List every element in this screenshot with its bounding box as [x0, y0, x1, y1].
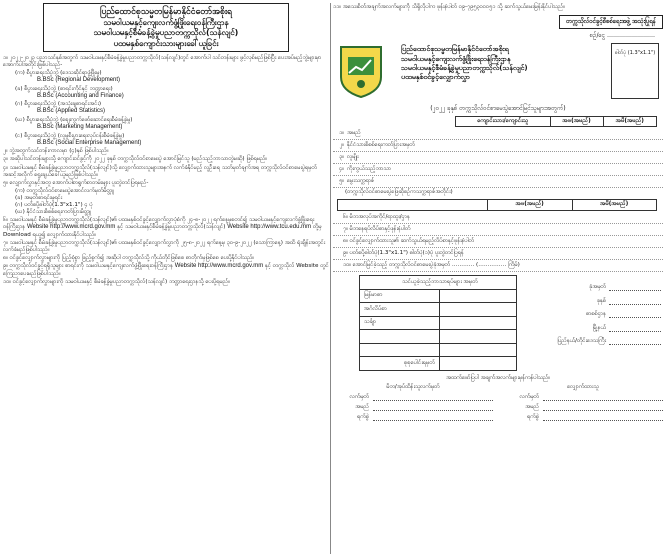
degree-en: B.BSc (Marketing Management) [37, 123, 123, 130]
admission-notice [3, 3, 329, 554]
website-link-mcrd-2[interactable]: Website http://www.mcrd.gov.mm [174, 263, 264, 270]
form-field-row[interactable] [333, 152, 663, 164]
exam-detail-input[interactable] [609, 284, 661, 291]
notice-header-line1: ပြည်ထောင်စုသမ္မတမြန်မာနိုင်ငံတော်အစိုးရ [100, 7, 232, 17]
signature-row[interactable] [333, 413, 493, 423]
signature-section [333, 384, 663, 423]
university-logo-icon [337, 43, 385, 99]
subject-score-input[interactable] [440, 343, 517, 357]
exam-detail-row[interactable] [523, 281, 661, 295]
field-number: ၅။ [339, 177, 344, 184]
attachment-list [3, 188, 329, 216]
name-table-header: ကျောင်းသား/ကျောင်းသူ [456, 116, 551, 126]
form-title-line1: ပြည်ထောင်စုသမ္မတမြန်မာနိုင်ငံတော်အစိုးရ [401, 45, 509, 54]
exam-detail-label: မြို့နယ် [592, 324, 606, 331]
signature-input[interactable] [543, 415, 663, 421]
degree-en: B.BSc (Accounting and Finance) [37, 92, 124, 99]
attachment-item: (ဂ) ပတ်စပို့ဓါတ်ပုံ(1.3"x1.1") ၄ ပုံ [15, 201, 93, 208]
signature-label: လက်မှတ် [519, 394, 539, 401]
notice-para-7: ၇။ သမဝါယမနှင့် စီမံခန့်ခွဲမှုပညာတက္ကသိုလ်(သန်လျင်)၏ ပထမနှစ်ဝင်ခွင့်လျှောက်လွှာကို ၂၅-၈-၂၀၂၂ ရက်နေ့မှ ၃၀-၉-၂၀၂၂ (သောကြာနေ့) အထိ ရုံးချိန်းအတွင်း လက်ခံမည်ဖြစ်ပါသည်။ [3, 239, 326, 253]
subjects-header: သင်ယူခဲ့သည့်ဘာသာရပ်များ အမှတ် [360, 276, 517, 290]
subject-cell [360, 330, 440, 344]
form-field-row[interactable] [333, 164, 663, 176]
para6-mid: နှင့် သမဝါယမနှင့်စီမံခန့်ခွဲမှုပညာတက္ကသိုလ်(သန်လျင်) [117, 224, 226, 231]
reference-number [333, 32, 663, 40]
form-header [333, 41, 663, 103]
signature-row[interactable] [503, 393, 663, 403]
para9-end: နှင့် တက္ကသိုလ် Website တွင် ကြေညာပေးမည်ဖြစ်ပါသည်။ [3, 263, 329, 277]
signature-label: ရက်စွဲ [527, 414, 539, 421]
field-label: ၉။ ပတ်စပို့ဓါတ်ပုံ(1.3"x1.1") ဓါတ်ပုံ(၁)ပုံ ပူးတွဲတင်ပြရန် [343, 250, 464, 257]
contact-note: ၁၁။ အသေးစိတ်အချက်အလက်များကို သိရှိလိုပါက ဖုန်းနံပါတ် ၀၉-၇၉၅၃၀၀၀၅၁ သို့ ဆက်သွယ်မေးမြန်းနိုင်ပါသည်။ [333, 4, 565, 11]
exam-detail-label: ခုနှစ် [596, 297, 606, 304]
notice-header [43, 3, 289, 52]
notice-para-10: ၁၀။ ဝင်ခွင့်လျှောက်လွှာများကို သမဝါယမနှင့် စီမံခန့်ခွဲမှုပညာတက္ကသိုလ်(သန်လျင်) ဘဏ္ဍာရေးဌာနသို့ ပေးပို့ရမည်။ [3, 278, 230, 285]
form-subtitle: (၂၀၂၂ ခုနှစ် တက္ကသိုလ်ဝင်စာမေးပွဲအောင်မြင်သူများအတွက်) [430, 105, 566, 113]
notice-para-9 [3, 263, 329, 277]
signature-input[interactable] [373, 415, 493, 421]
signature-input[interactable] [373, 395, 493, 401]
exam-details [523, 281, 661, 349]
signature-label: အမည် [355, 404, 369, 411]
signature-label: အမည် [525, 404, 539, 411]
field-label: နိုင်ငံသားစိစစ်ရေးကတ်ပြားအမှတ် [347, 141, 415, 148]
applicant-signature [503, 384, 663, 423]
parent-table [337, 199, 657, 211]
parent-signature [333, 384, 493, 423]
subject-score-input[interactable] [440, 330, 517, 344]
signature-row[interactable] [503, 413, 663, 423]
signature-input[interactable] [543, 395, 663, 401]
attachment-item: (က) တက္ကသိုလ်ဝင်စာမေးပွဲအောင်လက်မှတ်မိတ္တူ [15, 187, 114, 194]
subject-cell: မြန်မာစာ [360, 289, 440, 303]
para6-end: တို့မှ Download ရယူ၍ လျှောက်ထားနိုင်ပါသည်။ [3, 224, 322, 238]
exam-detail-row[interactable] [523, 322, 661, 336]
column-divider [330, 3, 331, 554]
degree-item [15, 86, 329, 100]
signature-row[interactable] [333, 393, 493, 403]
notice-para-6 [3, 217, 329, 238]
exam-note: (တက္ကသိုလ်ဝင်စာမေးပွဲဖြေဆိုစဉ်ကသက္ကရာဇ်အတိုင်း) [345, 189, 453, 196]
subject-score-input[interactable] [440, 289, 517, 303]
declaration: အထက်ဖော်ပြပါ အချက်အလက်များမှန်ကန်ပါသည်။ [445, 374, 551, 381]
field-label: ၈။ ဝင်ခွင့်လျှောက်ထားသူ၏ ဆက်သွယ်ရမည့်လိပ်စာနှင့်ဖုန်းနံပါတ် [343, 238, 475, 245]
form-field-row[interactable] [333, 128, 663, 140]
ref-value: …………………… [607, 31, 655, 39]
degree-item [15, 101, 329, 115]
notice-intro: ၁။ ၂၀၂၂-၂၀၂၃ ပညာသင်နှစ်အတွက် သမဝါယမနှင့်စီမံခန့်ခွဲမှုပညာတက္ကသိုလ်(သန်လျင်)တွင် အောက်ပါ သင်တန်းများ ဖွင့်လှစ်မည်ဖြစ်ပြီး ပေးအပ်မည့်ဘွဲ့များမှာ အောက်ပါအတိုင်းဖြစ်ပါသည်- [3, 54, 322, 68]
attachment-item: (ခ) အမှတ်စာရင်းမူရင်း [15, 194, 63, 201]
degree-mm: (က) စီပွားရေးသိပ္ပံဘွဲ့ (ဒေသဆိုင်ရာဖွံ့ဖြိုးမှု) [15, 69, 102, 76]
name-table-header: အဖ(အမည်) [550, 116, 603, 126]
para9-text: ၉။ တက္ကသိုလ်ဝင်ခွင့်ရရှိသူများ စာရင်းကို သမဝါယမနှင့်ကျေးလက်ဖွံ့ဖြိုးရေးဝန်ကြီးဌာန [3, 263, 173, 270]
parent-field-row[interactable] [333, 212, 663, 224]
form-field-row[interactable] [333, 176, 663, 188]
personal-fields [333, 128, 663, 188]
exam-detail-input[interactable] [609, 311, 661, 318]
exam-detail-label: ပြည်နယ်/တိုင်းဒေသကြီး [557, 338, 606, 345]
parent-field-row[interactable] [333, 236, 663, 248]
field-label: ၁၀။ အောင်မြင်ခဲ့သည့် တက္ကသိုလ်ဝင်စာမေးပွဲခုံအမှတ် ………… (…………… ကြိမ်) [343, 262, 520, 269]
subject-cell [360, 343, 440, 357]
degree-en: B.BSc (Regional Development) [37, 76, 121, 83]
parent-field-row[interactable] [333, 248, 663, 260]
degree-list [3, 70, 329, 147]
field-number: ၁။ [339, 129, 344, 136]
signature-row[interactable] [503, 403, 663, 413]
field-label: ကိုးကွယ်သည့်ဘာသာ [347, 165, 392, 172]
field-label: အမည် [347, 129, 361, 136]
application-form [333, 3, 663, 554]
parent-fields [333, 212, 663, 272]
field-number: ၄။ [339, 165, 344, 172]
para6-text: ၆။ သမဝါယမနှင့် စီမံခန့်ခွဲမှုပညာတက္ကသိုလ်(သန်လျင်)၏ ပထမနှစ်ဝင်ခွင့်လျှောက်လွှာပုံစံကို ၂၄-၈-၂၀၂၂ ရက်နေ့မှစတင်၍ သမဝါယမနှင့်ကျေးလက်ဖွံ့ဖြိုးရေးဝန်ကြီးဌာန [3, 217, 315, 231]
degree-mm: (ဃ) စီပွားရေးသိပ္ပံဘွဲ့ (စျေးကွက်ဖော်ဆောင်ရေးစီမံခန့်ခွဲမှု) [15, 116, 133, 123]
degree-en: B.BSc (Applied Statistics) [37, 108, 106, 115]
field-label: လူမျိုး [347, 153, 359, 160]
notice-para-5: ၅။ လျှောက်လွှာနှင့်အတူ အောက်ပါစာရွက်စာတမ်းများ ပူးတွဲတင်ပြရမည်- [3, 179, 149, 186]
subjects-table [359, 275, 517, 371]
form-title [401, 45, 601, 83]
parent-table-header: အဖ(အမည်) [488, 200, 573, 211]
total-label: စုစုပေါင်းရမှတ် [360, 357, 440, 371]
notice-para-4: ၄။ သမဝါယမနှင့် စီမံခန့်ခွဲမှုပညာတက္ကသိုလ်(သန်လျင်)သို့ လျှောက်ထားသူများအနက် လက်ခံနိုင်မည့် လူဦးရေ သတ်မှတ်ချက်အရ တက္ကသိုလ်ဝင်စာမေးပွဲရမှတ်အဆင့်အလိုက် ရွေးချယ်ခေါ်ယူမည်ဖြစ်ပါသည်။ [3, 164, 317, 178]
notice-header-line3: သမဝါယမနှင့်စီမံခန့်ခွဲမှုပညာတက္ကသိုလ်(သန်လျင်) [93, 27, 239, 37]
total-score-input[interactable] [440, 357, 517, 371]
degree-mm: (ခ) စီပွားရေးသိပ္ပံဘွဲ့ (စာရင်းကိုင်နှင့် ဘဏ္ဍာရေး) [15, 85, 113, 92]
exam-detail-input[interactable] [609, 325, 661, 332]
degree-en: B.BSc (Social Enterprise Management) [37, 139, 142, 146]
form-title-line2: သမဝါယမနှင့်ကျေးလက်ဖွံ့ဖြိုးရေးဝန်ကြီးဌာန [401, 54, 511, 63]
parent-field-row[interactable] [333, 260, 663, 272]
signature-row[interactable] [333, 403, 493, 413]
field-number: ၂။ [339, 141, 344, 148]
ref-label: စဉ်/ငွေ [589, 31, 606, 39]
photo-box[interactable]: ဓါတ်ပုံ (1.3"x1.1") [611, 43, 659, 99]
signature-label: လက်မှတ် [349, 394, 369, 401]
signature-label: ရက်စွဲ [357, 414, 369, 421]
exam-detail-label: ခုံအမှတ် [589, 284, 606, 291]
name-table-header: အမိ(အမည်) [603, 116, 656, 126]
degree-item [15, 70, 329, 84]
parent-signature-title: မိဘ/အုပ်ထိန်းသူလက်မှတ် [386, 383, 440, 390]
attachment-item: (ဃ) နိုင်ငံသားစိစစ်ရေးကတ်ပြားမိတ္တူ [15, 208, 91, 215]
subject-cell: သင်္ချာ [360, 316, 440, 330]
notice-header-line2: သမဝါယမနှင့်ကျေးလက်ဖွံ့ဖြိုးရေးဝန်ကြီးဌာန [103, 17, 229, 27]
form-title-line4: ပထမနှစ်ဝင်ခွင့်လျှောက်လွှာ [401, 73, 470, 82]
parent-field-row[interactable] [333, 224, 663, 236]
notice-para-2: ၂။ ဘွဲ့အတွက်သင်တန်းကာလမှာ (၄)နှစ် ဖြစ်ပါသည်။ [3, 148, 109, 155]
parent-table-header: အမိ(အမည်) [572, 200, 657, 211]
parent-table-header [338, 200, 488, 211]
exam-detail-label: စာစစ်ဌာန [585, 311, 606, 318]
exam-detail-input[interactable] [609, 298, 661, 305]
degree-mm: (ဂ) စီပွားရေးသိပ္ပံဘွဲ့ (အသုံးချစာရင်းအင်း) [15, 101, 102, 108]
degree-mm: (င) စီပွားရေးသိပ္ပံဘွဲ့ (လူမှုစီးပွားရေးလုပ်ငန်းစီမံခန့်ခွဲမှု) [15, 132, 125, 139]
field-label: ၇။ မိဘနေရပ်လိပ်စာနှင့်ဖုန်းနံပါတ် [343, 226, 411, 233]
field-number: ၃။ [339, 153, 344, 160]
signature-input[interactable] [543, 405, 663, 411]
signature-input[interactable] [373, 405, 493, 411]
exam-detail-row[interactable] [523, 335, 661, 349]
website-link-tcu[interactable]: Website http://www.tcu.edu.mm [227, 224, 312, 231]
notice-para-3: ၃။ အဆိုပါသင်တန်းများသို့ ကျောင်းဝင်ခွင့်ကို ၂၀၂၂ ခုနှစ် တက္ကသိုလ်ဝင်စာမေးပွဲ အောင်မြင်သူ (မည်သည့်ဘာသာတွဲမဆို) ဖြစ်ရမည်။ [3, 156, 268, 163]
subject-cell: အင်္ဂလိပ်စာ [360, 303, 440, 317]
form-title-line3: သမဝါယမနှင့်စီမံခန့်ခွဲမှုပညာတက္ကသိုလ်(သန်လျင်) [401, 64, 528, 73]
subjects-section [333, 275, 663, 371]
form-field-row[interactable] [333, 140, 663, 152]
degree-item [15, 117, 329, 131]
exam-detail-row[interactable] [523, 295, 661, 309]
name-table [455, 116, 657, 127]
office-use-box: တက္ကသိုလ်ဝင်ခွင့်စီစစ်ရေးအဖွဲ့ အသုံးပြုရန် [559, 15, 663, 29]
exam-detail-input[interactable] [609, 338, 661, 345]
website-link-mcrd[interactable]: Website http://www.mcrd.gov.mm [26, 224, 116, 231]
notice-para-8: ၈။ ဝင်ခွင့်လျှောက်လွှာများကို ပြည့်စုံစွာ ဖြည့်စွက်၍ အဆိုပါ တက္ကသိုလ်သို့ ကိုယ်တိုင်ဖြစ်စေ စာတိုက်မှဖြစ်စေ ပေးပို့နိုင်ပါသည်။ [3, 254, 255, 261]
notice-header-line4: ပထမနှစ်ကျောင်းသားများခေါ်ယူခြင်း [113, 38, 219, 48]
field-label: ၆။ မိဘအလုပ်အကိုင်/ရာထူး/ဌာန [343, 214, 410, 221]
subject-score-input[interactable] [440, 316, 517, 330]
subject-score-input[interactable] [440, 303, 517, 317]
field-label: မွေးသက္ကရာဇ် [347, 177, 375, 184]
exam-detail-row[interactable] [523, 308, 661, 322]
degree-item [15, 133, 329, 147]
applicant-signature-title: လျှောက်ထားသူ [567, 383, 599, 390]
